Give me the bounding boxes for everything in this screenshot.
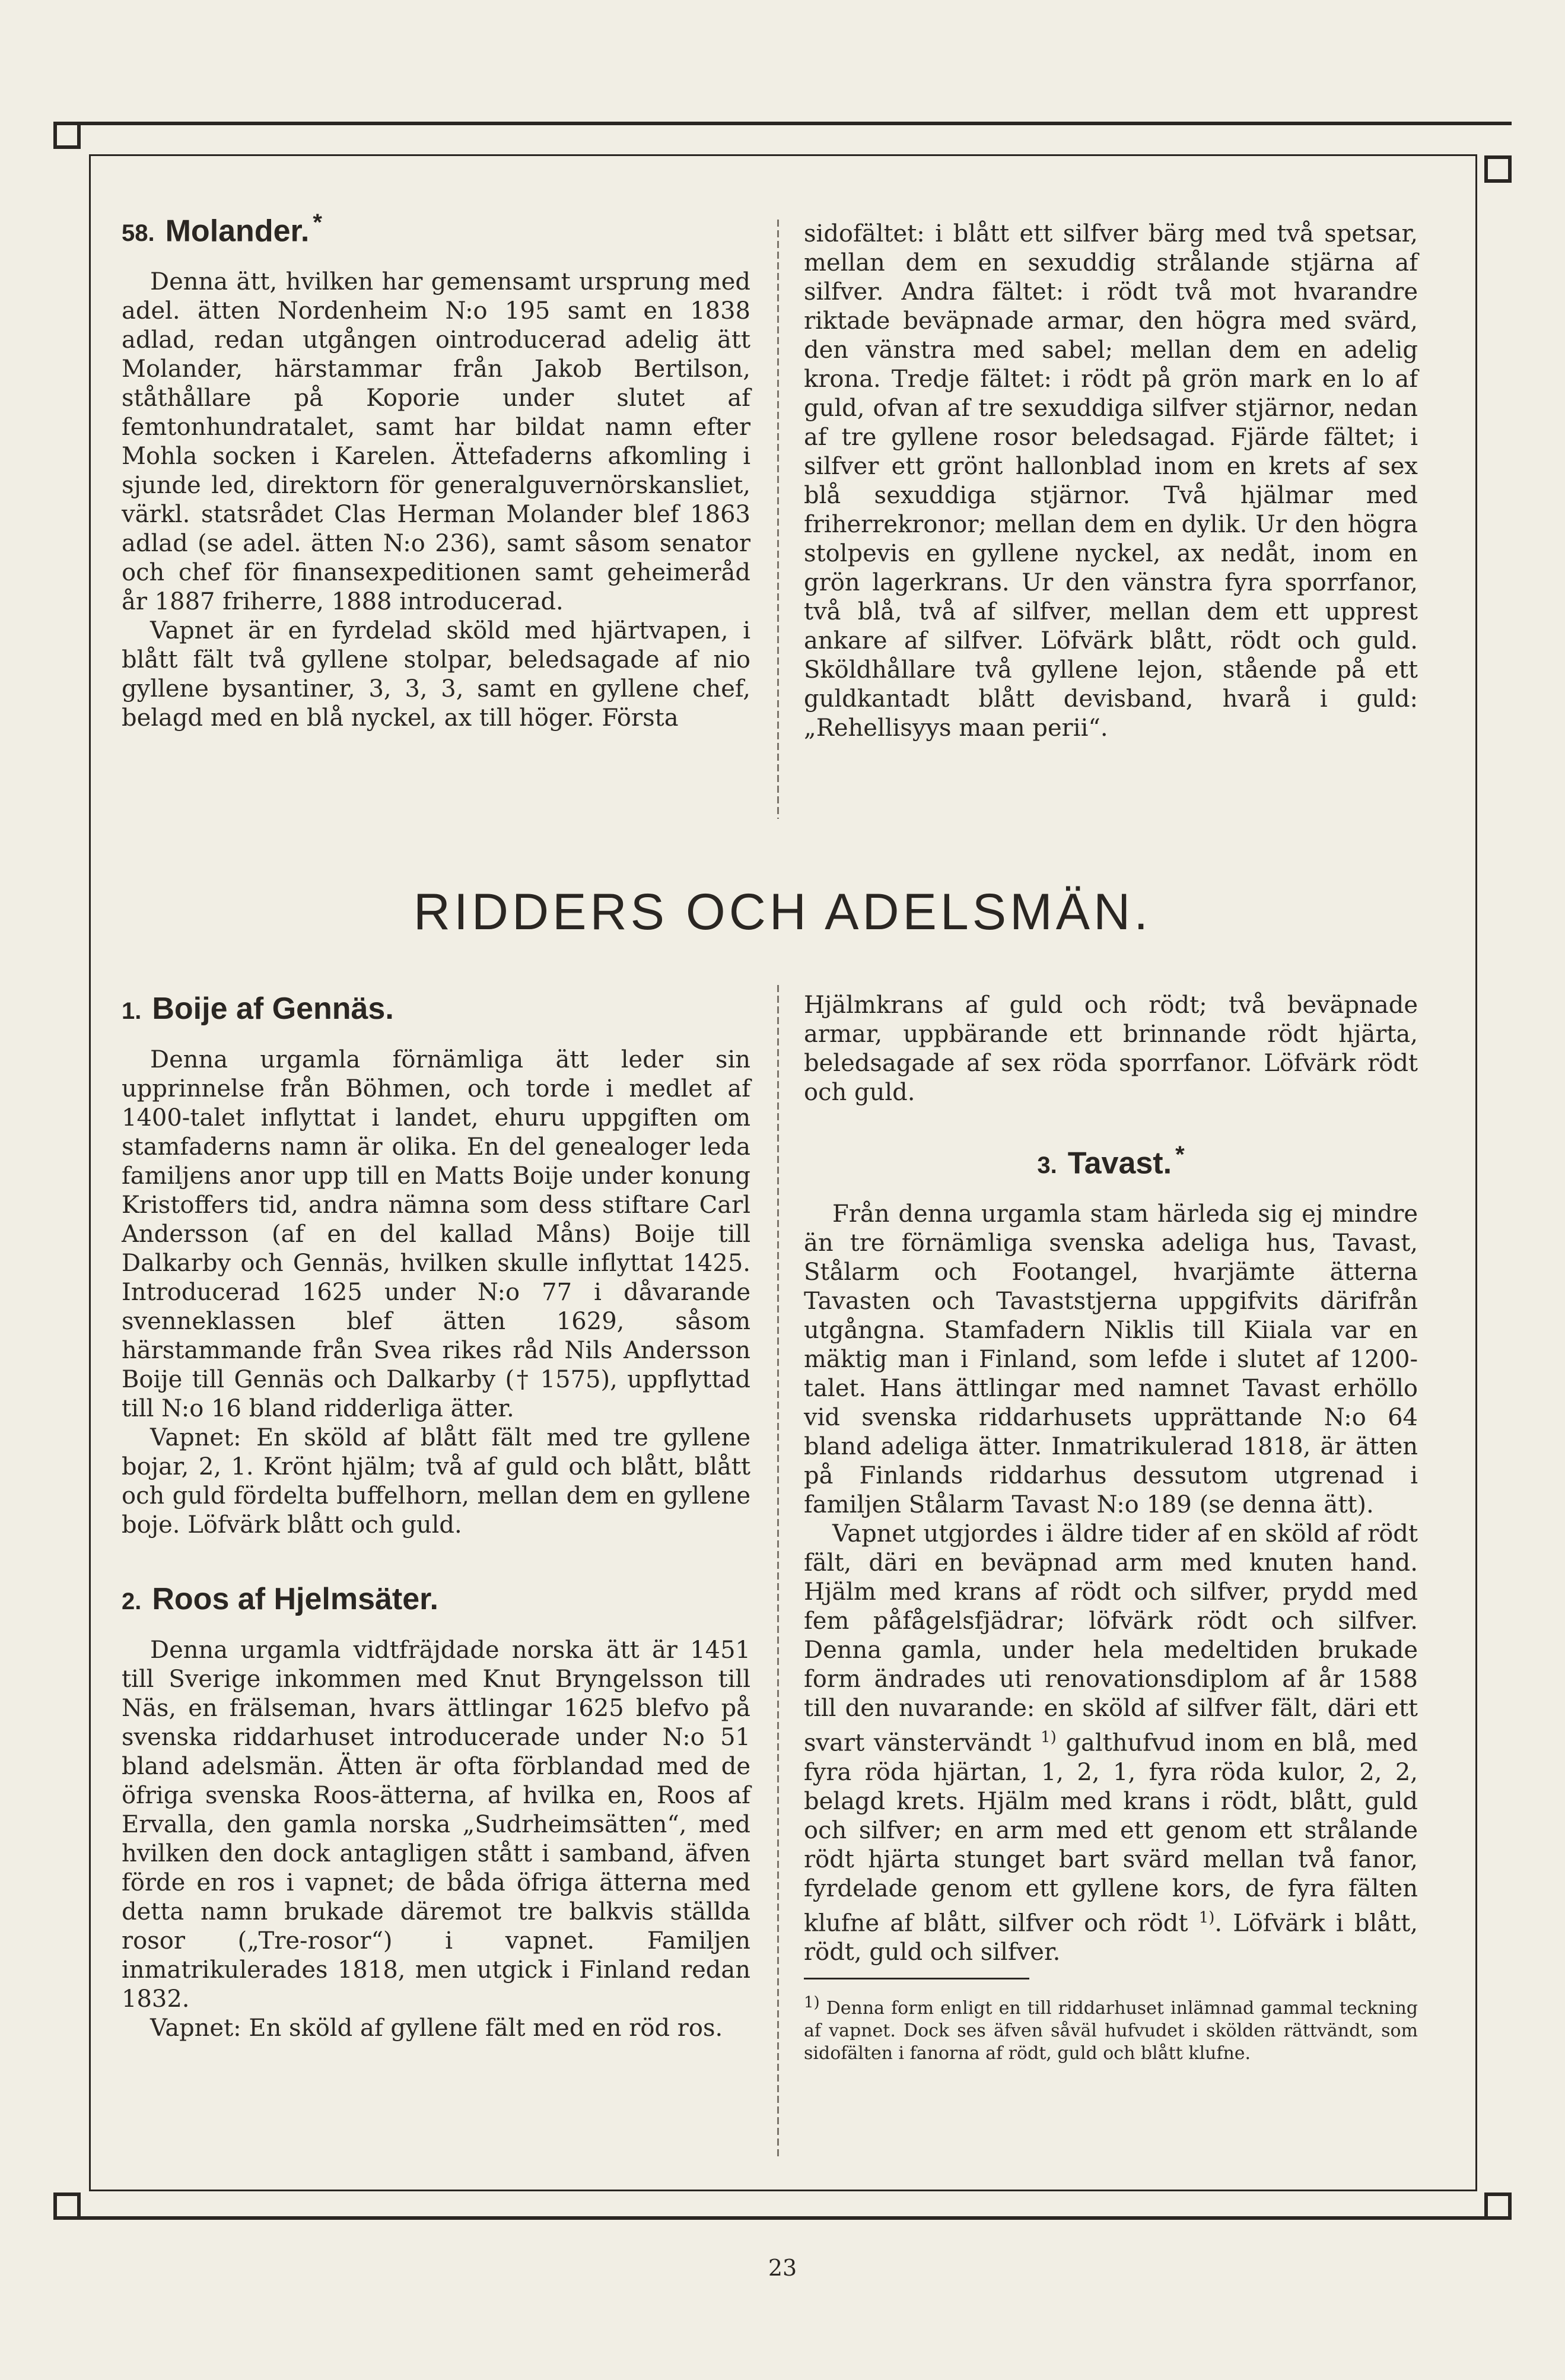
footnote-rule [804, 1978, 1029, 1979]
tavast-paragraph-2b: galthufvud inom en blå, med fyra röda hjärtan, 1, 2, 1, fyra röda kulor, 2, 2, belagd krets. Hjälm med krans i rödt, blått, guld och silfver; en arm med ett genom ett strålande rödt hjärta stunget bart svärd mellan två fanor, fyrdelade genom ett gyllene kors, de fyra fälten klufne af blått, silfver och rödt [804, 1729, 1418, 1937]
column-divider-top [777, 220, 779, 819]
molander-paragraph-1: Denna ätt, hvilken har gemensamt ursprung med adel. ätten Nordenheim N:o 195 samt en 1838 adlad, redan utgången ointroducerad adelig ätt Molander, härstammar från Jakob Bertilson, ståthållare på Koporie under slutet af femtonhundratalet, samt har bildat namn efter Mohla socken i Karelen. Ättefaderns afkomling i sjunde led, direktorn för generalguvernörskansliet, värkl. statsrådet Clas Herman Molander blef 1863 adlad (se adel. ätten N:o 236), samt såsom senator och chef för finansexpeditionen samt geheimeråd år 1887 friherre, 1888 introducerad. [122, 268, 750, 616]
frame-bottom-rule [53, 2216, 1512, 2220]
molander-mark: * [313, 209, 322, 236]
page-number: 23 [768, 2255, 797, 2281]
tavast-paragraph-1: Från denna urgamla stam härleda sig ej mindre än tre förnämliga svenska adeliga hus, Tavast, Stålarm och Footangel, hvarjämte ätterna Tavasten och Tavaststjerna uppgifvits därifrån utgångna. Stamfadern Niklis till Kiiala var en mäktig man i Finland, som lefde i slutet af 1200-talet. Hans ättlingar med namnet Tavast erhöllo vid svenska riddarhusets upprättande N:o 64 bland adeliga ätter. Inmatrikulerad 1818, är ätten på Finlands riddarhus dessutom utgrenad i familjen Stålarm Tavast N:o 189 (se denna ätt). [804, 1200, 1418, 1519]
column-divider-bottom [777, 985, 779, 2160]
frame-corner-top-right [1484, 155, 1512, 183]
frame-left-rule [89, 154, 91, 2191]
left-lower-column [122, 991, 750, 2043]
roos-name: Roos af Hjelmsäter. [152, 1582, 438, 1616]
footnote-ref-1: 1) [1041, 1728, 1057, 1747]
tavast-mark: * [1175, 1142, 1185, 1168]
tavast-paragraph-2c: . Löfvärk i blått, rödt, guld och silfver. [804, 1909, 1418, 1966]
boije-name: Boije af Gennäs. [152, 992, 394, 1026]
molander-name: Molander. [165, 214, 310, 249]
molander-paragraph-3: sidofältet: i blått ett silfver bärg med två spetsar, mellan dem en sexuddig strålande stjärna af silfver. Andra fältet: i rödt två mot hvarandre riktade beväpnade armar, den högra med svärd, den vänstra med sabel; mellan dem en adelig krona. Tredje fältet: i rödt på grön mark en lo af guld, ofvan af tre sexuddiga silfver stjärnor, nedan af tre gyllene rosor beledsagad. Fjärde fältet; i silfver ett grönt hallonblad inom en krets af sex blå sexuddiga stjärnor. Två hjälmar med friherrekronor; mellan dem en dylik. Ur den högra stolpevis en gyllene nyckel, ax nedåt, inom en grön lagerkrans. Ur den vänstra fyra sporrfanor, två blå, två af silfver, mellan dem ett upprest ankare af silfver. Löfvärk blått, rödt och guld. Sköldhållare två gyllene lejon, stående på ett guldkantadt blått devisband, hvarå i guld: „Rehellisyys maan perii“. [804, 220, 1418, 742]
tavast-paragraph-2a: Vapnet utgjordes i äldre tider af en sköld af rödt fält, däri en beväpnad arm med knuten hand. Hjälm med krans af rödt och silfver, prydd med fem påfågelsfjädrar; löfvärk rödt och silfver. Denna gamla, under hela medeltiden brukade form ändrades uti renovationsdiplom af år 1588 till den nuvarande: en sköld af silfver fält, däri ett svart vänstervändt [804, 1520, 1418, 1757]
boije-paragraph-1: Denna urgamla förnämliga ätt leder sin upprinnelse från Böhmen, och torde i medlet af 1400-talet inflyttat i landet, ehuru uppgiften om stamfaderns namn är olika. En del genealoger leda familjens anor upp till en Matts Boije under konung Kristoffers tid, andra nämna som dess stiftare Carl Andersson (af en del kallad Måns) Boije till Dalkarby och Gennäs, hvilken skulle inflyttat 1425. Introducerad 1625 under N:o 77 i dåvarande svenneklassen blef ätten 1629, såsom härstammande från Svea rikes råd Nils Andersson Boije till Gennäs och Dalkarby († 1575), uppflyttad till N:o 16 bland ridderliga ätter. [122, 1046, 750, 1422]
tavast-paragraph-2 [804, 1520, 1418, 1967]
frame-bottom-inner-rule [89, 2190, 1477, 2191]
molander-heading [122, 205, 750, 251]
frame-top-inner-rule [89, 154, 1477, 156]
boije-number: 1. [122, 998, 142, 1024]
frame-top-rule [53, 122, 1512, 125]
boije-paragraph-2: Vapnet: En sköld af blått fält med tre gyllene bojar, 2, 1. Krönt hjälm; två af guld och blått, blått och guld fördelta buffelhorn, mellan dem en gyllene boje. Löfvärk blått och guld. [122, 1424, 750, 1539]
right-lower-column [804, 991, 1418, 2083]
footnote [804, 1991, 1418, 2065]
roos-paragraph-1: Denna urgamla vidtfräjdade norska ätt är 1451 till Sverige inkommen med Knut Bryngelsson till Näs, en frälseman, hvars ättlingar 1625 blefvo på svenska riddarhuset introducerade under N:o 51 bland adelsmän. Ätten är ofta förblandad med de öfriga svenska Roos-ätterna, af hvilka en, Roos af Ervalla, den gamla norska „Sudrheimsätten“, med hvilken den dock antagligen stått i samband, äfven förde en ros i vapnet; de båda öfriga ätterna med detta namn brukade däremot tre balkvis ställda rosor („Tre-rosor“) i vapnet. Familjen inmatrikulerades 1818, men utgick i Finland redan 1832. [122, 1637, 750, 2013]
molander-number: 58. [122, 220, 155, 247]
roos-paragraph-3: Hjälmkrans af guld och rödt; två beväpnade armar, uppbärande ett brinnande rödt hjärta, beledsagade af sex röda sporrfanor. Löfvärk rödt och guld. [804, 992, 1418, 1106]
frame-corner-bottom-right [1484, 2192, 1512, 2220]
roos-number: 2. [122, 1588, 142, 1615]
tavast-heading [804, 1137, 1418, 1183]
tavast-number: 3. [1037, 1152, 1057, 1179]
molander-paragraph-2: Vapnet är en fyrdelad sköld med hjärtvapen, i blått fält två gyllene stolpar, beledsagade af nio gyllene bysantiner, 3, 3, 3, samt en gyllene chef, belagd med en blå nyckel, ax till höger. Första [122, 617, 750, 732]
roos-paragraph-2: Vapnet: En sköld af gyllene fält med en röd ros. [150, 2014, 723, 2042]
tavast-name: Tavast. [1067, 1146, 1172, 1181]
frame-right-rule [1475, 154, 1477, 2191]
boije-heading [122, 991, 750, 1029]
footnote-ref-2: 1) [1198, 1908, 1215, 1927]
molander-continuation [804, 220, 1418, 743]
footnote-text: Denna form enligt en till riddarhuset inlämnad gammal teckning af vapnet. Dock ses äfven såväl hufvudet i skölden rättvändt, som sidofälten i fanorna af rödt, guld och blått klufne. [804, 1997, 1418, 2064]
footnote-mark: 1) [804, 1993, 820, 2012]
frame-corner-top-left [53, 122, 81, 149]
section-title: RIDDERS OCH ADELSMÄN. [413, 884, 1152, 940]
molander-entry [122, 205, 750, 733]
frame-corner-bottom-left [53, 2192, 81, 2220]
roos-heading [122, 1581, 750, 1619]
